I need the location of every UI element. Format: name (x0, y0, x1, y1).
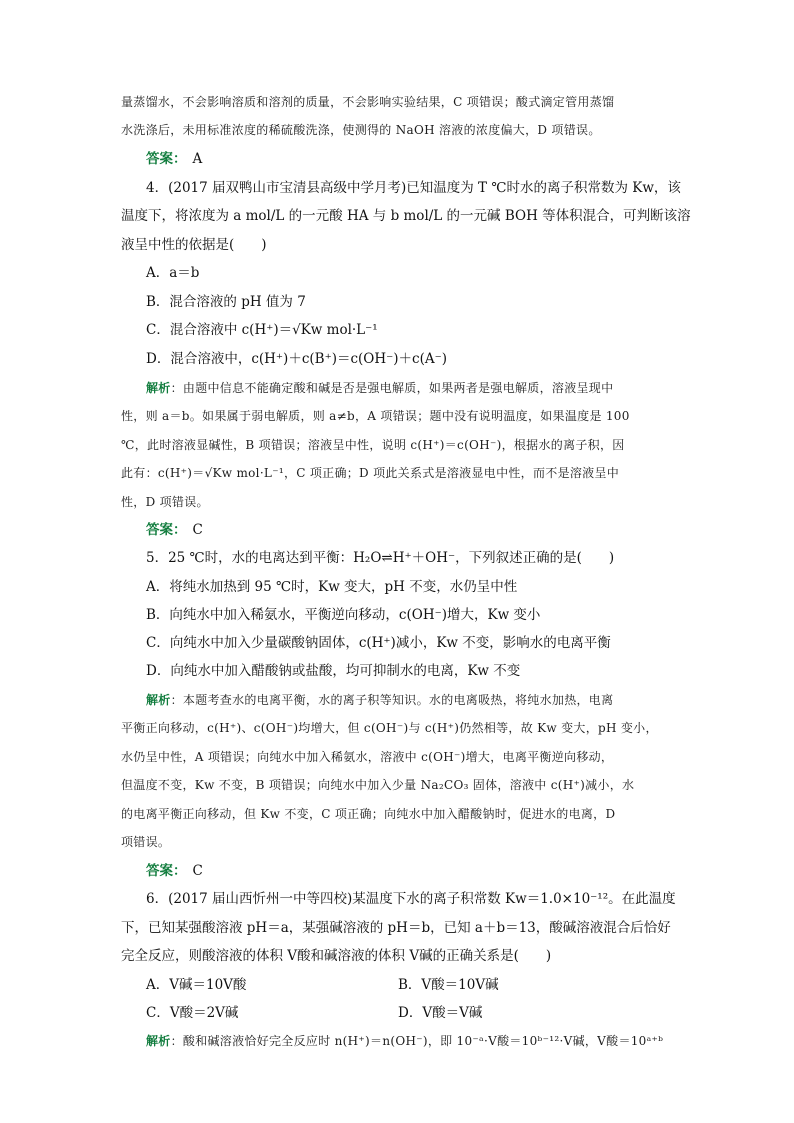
solution-line (121, 436, 681, 454)
question-line (121, 947, 681, 965)
question-line (146, 662, 706, 680)
solution-label: 解析 (146, 381, 171, 395)
option-a: C．V酸＝2V碱 (146, 1005, 239, 1021)
option-b: B．V酸＝10V碱 (398, 977, 499, 993)
solution-label: 解析 (146, 693, 171, 707)
answer-line (146, 521, 706, 539)
answer-label: 答案： (146, 151, 187, 167)
solution-line (121, 121, 681, 139)
line-text: 量蒸馏水，不会影响溶质和溶剂的质量，不会影响实验结果，C 项错误；酸式滴定管用蒸馏 (121, 95, 615, 109)
line-text: 温度下，将浓度为 a mol/L 的一元酸 HA 与 b mol/L 的一元碱 BOH 等体积混合，可判断该溶 (121, 208, 691, 224)
solution-line (121, 493, 681, 511)
solution-line (146, 379, 706, 397)
question-line (146, 578, 706, 596)
answer-value: A (192, 151, 203, 167)
question-line (146, 179, 706, 197)
line-text: 平衡正向移动，c(H⁺)、c(OH⁻)均增大，但 c(OH⁻)与 c(H⁺)仍然相等，故 Kw 变大，pH 变小， (121, 721, 658, 735)
line-text: 的电离平衡正向移动，但 Kw 不变，C 项正确；向纯水中加入醋酸钠时，促进水的电离，D (121, 807, 616, 821)
answer-value: C (192, 863, 203, 879)
line-text: D．混合溶液中，c(H⁺)＋c(B⁺)＝c(OH⁻)＋c(A⁻) (146, 351, 447, 367)
solution-line (121, 776, 681, 794)
question-line (121, 919, 681, 937)
line-text: 但温度不变，Kw 不变，B 项错误；向纯水中加入少量 Na₂CO₃ 固体，溶液中 c(H⁺)减小，水 (121, 778, 635, 792)
solution-line (121, 93, 681, 111)
line-text: 6．(2017 届山西忻州一中等四校)某温度下水的离子积常数 Kw＝1.0×10⁻¹²。在此温度 (146, 891, 676, 907)
line-text: B．混合溶液的 pH 值为 7 (146, 294, 306, 310)
question-line (146, 890, 706, 908)
line-text: 性，D 项错误。 (121, 495, 209, 509)
question-line (121, 207, 691, 225)
solution-line (121, 805, 681, 823)
line-text: 液呈中性的依据是( ) (121, 237, 267, 253)
question-line (146, 264, 706, 282)
question-line (121, 236, 681, 254)
answer-label: 答案： (146, 863, 187, 879)
line-text: 5．25 ℃时，水的电离达到平衡：H₂O⇌H⁺＋OH⁻，下列叙述正确的是( ) (146, 550, 615, 566)
line-text: 下，已知某强酸溶液 pH＝a，某强碱溶液的 pH＝b，已知 a＋b＝13，酸碱溶液混合后恰好 (121, 920, 671, 936)
line-text: ℃，此时溶液显碱性，B 项错误；溶液呈中性，说明 c(H⁺)＝c(OH⁻)，根据水的离子积，因 (121, 438, 625, 452)
solution-line (121, 464, 681, 482)
question-line (146, 549, 706, 567)
line-text: ：由题中信息不能确定酸和碱是否是强电解质，如果两者是强电解质，溶液呈现中 (170, 381, 614, 395)
line-text: A．将纯水加热到 95 ℃时，Kw 变大，pH 不变，水仍呈中性 (146, 579, 518, 595)
answer-line (146, 150, 706, 168)
question-line (146, 350, 706, 368)
question-line (146, 606, 706, 624)
line-text: 完全反应，则酸溶液的体积 V酸和碱溶液的体积 V碱的正确关系是( ) (121, 948, 552, 964)
option-row (146, 976, 706, 994)
line-text: D．向纯水中加入醋酸钠或盐酸，均可抑制水的电离，Kw 不变 (146, 663, 521, 679)
answer-label: 答案： (146, 522, 187, 538)
line-text: 性，则 a＝b。如果属于弱电解质，则 a≠b，A 项错误；题中没有说明温度，如果温度是 100 (121, 409, 630, 423)
solution-line (121, 748, 681, 766)
question-line (146, 634, 706, 652)
solution-line (146, 691, 706, 709)
line-text: 水洗涤后，未用标准浓度的稀硫酸洗涤，使测得的 NaOH 溶液的浓度偏大，D 项错误。 (121, 123, 601, 137)
line-text: 水仍呈中性，A 项错误；向纯水中加入稀氨水，溶液中 c(OH⁻)增大，电离平衡逆向移动， (121, 750, 614, 764)
line-text: A．a＝b (146, 265, 200, 281)
line-text: C．混合溶液中 c(H⁺)＝√Kw mol·L⁻¹ (146, 322, 378, 338)
question-line (146, 293, 706, 311)
solution-line (146, 1032, 706, 1050)
solution-line (121, 719, 681, 737)
line-text: B．向纯水中加入稀氨水，平衡逆向移动，c(OH⁻)增大，Kw 变小 (146, 607, 541, 623)
solution-line (121, 407, 681, 425)
line-text: 此有：c(H⁺)＝√Kw mol·L⁻¹，C 项正确；D 项此关系式是溶液显电中性，而不是溶液呈中 (121, 466, 620, 480)
line-text: 4．(2017 届双鸭山市宝清县高级中学月考)已知温度为 T ℃时水的离子积常数为 Kw，该 (146, 180, 681, 196)
line-text: ：本题考查水的电离平衡，水的离子积等知识。水的电离吸热，将纯水加热，电离 (170, 693, 614, 707)
option-a: A．V碱＝10V酸 (146, 977, 247, 993)
solution-line (121, 833, 681, 851)
solution-label: 解析 (146, 1034, 171, 1048)
answer-line (146, 862, 706, 880)
line-text: C．向纯水中加入少量碳酸钠固体，c(H⁺)减小，Kw 不变，影响水的电离平衡 (146, 635, 611, 651)
answer-value: C (192, 522, 203, 538)
option-b: D．V酸＝V碱 (398, 1005, 483, 1021)
line-text: ：酸和碱溶液恰好完全反应时 n(H⁺)＝n(OH⁻)，即 10⁻ᵃ·V酸＝10ᵇ⁻¹²·V碱，V酸＝10ᵃ⁺ᵇ (170, 1034, 664, 1048)
line-text: 项错误。 (121, 835, 171, 849)
question-line (146, 321, 706, 339)
option-row (146, 1004, 706, 1022)
